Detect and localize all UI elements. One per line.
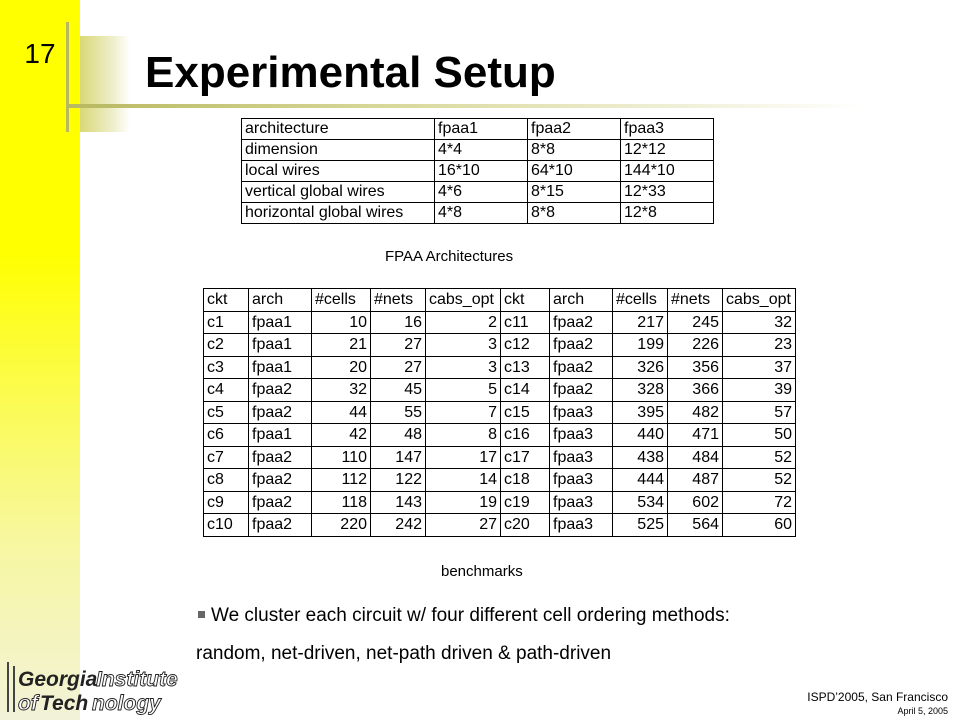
table-cell: 471 [668, 424, 723, 447]
bench-table-row [204, 514, 796, 537]
table-cell: 217 [613, 311, 668, 334]
table-cell: fpaa1 [249, 424, 312, 447]
svg-text:of: of [18, 692, 38, 715]
table-cell: c2 [204, 334, 249, 357]
bench-table-row [204, 334, 796, 357]
table-cell: c6 [204, 424, 249, 447]
table-cell: 21 [312, 334, 371, 357]
header-cell: cabs_opt [426, 289, 501, 312]
benchmark-table-caption: benchmarks [441, 563, 523, 580]
table-cell: fpaa3 [550, 469, 613, 492]
table-cell: fpaa2 [550, 379, 613, 402]
table-cell: 395 [613, 401, 668, 424]
table-cell: 356 [668, 356, 723, 379]
slide-title: Experimental Setup [145, 48, 556, 97]
table-cell: 487 [668, 469, 723, 492]
table-cell: 144*10 [621, 161, 714, 182]
bench-table-row [204, 446, 796, 469]
table-cell: 52 [723, 446, 796, 469]
table-cell: 60 [723, 514, 796, 537]
table-cell: 8 [426, 424, 501, 447]
table-cell: fpaa3 [550, 446, 613, 469]
bullet-line-1 [196, 597, 916, 635]
table-cell: 42 [312, 424, 371, 447]
table-cell: 17 [426, 446, 501, 469]
table-cell: c13 [501, 356, 550, 379]
table-cell: 8*8 [528, 140, 621, 161]
table-cell: 32 [312, 379, 371, 402]
header-cell: ckt [501, 289, 550, 312]
table-cell: 3 [426, 334, 501, 357]
arch-table-row [242, 161, 714, 182]
bullet-line-1-text: We cluster each circuit w/ four different cell ordering methods: [211, 605, 730, 626]
table-cell: 27 [371, 334, 426, 357]
table-cell: fpaa2 [249, 514, 312, 537]
arch-table-row [242, 182, 714, 203]
table-cell: 220 [312, 514, 371, 537]
header-cell: arch [550, 289, 613, 312]
table-cell: 242 [371, 514, 426, 537]
table-cell: 12*12 [621, 140, 714, 161]
table-cell: horizontal global wires [242, 203, 435, 224]
table-cell: fpaa2 [249, 446, 312, 469]
table-cell: 438 [613, 446, 668, 469]
table-cell: 122 [371, 469, 426, 492]
header-cell: #cells [312, 289, 371, 312]
table-cell: 52 [723, 469, 796, 492]
table-cell: fpaa1 [249, 334, 312, 357]
table-cell: fpaa2 [550, 334, 613, 357]
arch-table-row [242, 203, 714, 224]
table-cell: 72 [723, 491, 796, 514]
table-cell: c15 [501, 401, 550, 424]
table-cell: c19 [501, 491, 550, 514]
georgia-tech-logo-icon [4, 658, 186, 716]
table-cell: fpaa2 [550, 311, 613, 334]
table-cell: 4*6 [435, 182, 528, 203]
table-cell: fpaa2 [550, 356, 613, 379]
bench-table-row [204, 469, 796, 492]
table-cell: 57 [723, 401, 796, 424]
header-cell: #cells [613, 289, 668, 312]
table-cell: 55 [371, 401, 426, 424]
bench-table-row [204, 424, 796, 447]
table-cell: c10 [204, 514, 249, 537]
table-cell: 366 [668, 379, 723, 402]
table-cell: 16*10 [435, 161, 528, 182]
table-cell: 45 [371, 379, 426, 402]
table-cell: 3 [426, 356, 501, 379]
svg-text:nology: nology [92, 692, 161, 715]
table-cell: fpaa3 [550, 401, 613, 424]
arch-table-row [242, 140, 714, 161]
svg-text:Tech: Tech [40, 692, 89, 715]
table-cell: 32 [723, 311, 796, 334]
fpaa-architecture-table [241, 118, 714, 224]
table-cell: c5 [204, 401, 249, 424]
table-cell: 23 [723, 334, 796, 357]
benchmark-table [203, 288, 796, 537]
table-cell: 5 [426, 379, 501, 402]
bench-table-row [204, 491, 796, 514]
table-cell: 444 [613, 469, 668, 492]
table-cell: 8*15 [528, 182, 621, 203]
table-cell: fpaa3 [550, 424, 613, 447]
table-cell: 147 [371, 446, 426, 469]
table-cell: dimension [242, 140, 435, 161]
table-cell: c20 [501, 514, 550, 537]
table-cell: c9 [204, 491, 249, 514]
georgia-tech-logo [4, 658, 186, 716]
table-cell: 326 [613, 356, 668, 379]
svg-text:Georgia: Georgia [18, 668, 98, 691]
header-cell: fpaa3 [621, 119, 714, 140]
bullet-line-2: random, net-driven, net-path driven & path-driven [196, 643, 612, 664]
table-cell: 525 [613, 514, 668, 537]
table-cell: c3 [204, 356, 249, 379]
footer-conference: ISPD’2005, San Francisco [807, 690, 948, 704]
table-cell: fpaa3 [550, 514, 613, 537]
table-cell: fpaa2 [249, 491, 312, 514]
table-cell: 534 [613, 491, 668, 514]
table-cell: fpaa1 [249, 356, 312, 379]
header-cell: #nets [371, 289, 426, 312]
table-cell: 8*8 [528, 203, 621, 224]
table-cell: 482 [668, 401, 723, 424]
header-cell: arch [249, 289, 312, 312]
table-cell: c18 [501, 469, 550, 492]
table-cell: c12 [501, 334, 550, 357]
footer-date: April 5, 2005 [897, 706, 948, 716]
table-cell: fpaa1 [249, 311, 312, 334]
table-cell: 10 [312, 311, 371, 334]
table-cell: 48 [371, 424, 426, 447]
table-cell: 64*10 [528, 161, 621, 182]
bench-table-row [204, 311, 796, 334]
table-cell: 14 [426, 469, 501, 492]
table-cell: c17 [501, 446, 550, 469]
table-cell: 12*33 [621, 182, 714, 203]
table-cell: 226 [668, 334, 723, 357]
table-cell: 2 [426, 311, 501, 334]
bench-table-row [204, 401, 796, 424]
title-accent-block [80, 36, 130, 132]
table-cell: 4*8 [435, 203, 528, 224]
table-cell: c11 [501, 311, 550, 334]
table-cell: 37 [723, 356, 796, 379]
table-cell: 118 [312, 491, 371, 514]
table-cell: 27 [371, 356, 426, 379]
table-cell: c14 [501, 379, 550, 402]
table-cell: 4*4 [435, 140, 528, 161]
bench-table-header-row [204, 289, 796, 312]
table-cell: c8 [204, 469, 249, 492]
table-cell: vertical global wires [242, 182, 435, 203]
table-cell: 16 [371, 311, 426, 334]
table-cell: 484 [668, 446, 723, 469]
header-cell: #nets [668, 289, 723, 312]
bench-table-row [204, 356, 796, 379]
header-cell: cabs_opt [723, 289, 796, 312]
bench-table-row [204, 379, 796, 402]
bullet-paragraph [196, 597, 916, 673]
table-cell: c4 [204, 379, 249, 402]
table-cell: 328 [613, 379, 668, 402]
table-cell: local wires [242, 161, 435, 182]
table-cell: c16 [501, 424, 550, 447]
table-cell: 602 [668, 491, 723, 514]
table-cell: 44 [312, 401, 371, 424]
table-cell: 39 [723, 379, 796, 402]
title-underline [66, 104, 866, 108]
table-cell: 19 [426, 491, 501, 514]
table-cell: 50 [723, 424, 796, 447]
table-cell: fpaa2 [249, 401, 312, 424]
svg-text:Institute: Institute [96, 668, 178, 691]
header-cell: architecture [242, 119, 435, 140]
table-cell: 7 [426, 401, 501, 424]
table-cell: 110 [312, 446, 371, 469]
table-cell: 12*8 [621, 203, 714, 224]
table-cell: fpaa3 [550, 491, 613, 514]
architecture-table-caption: FPAA Architectures [385, 248, 514, 265]
arch-table-header-row [242, 119, 714, 140]
table-cell: fpaa2 [249, 469, 312, 492]
table-cell: fpaa2 [249, 379, 312, 402]
slide-number: 17 [24, 38, 56, 69]
table-cell: 112 [312, 469, 371, 492]
header-cell: ckt [204, 289, 249, 312]
table-cell: 20 [312, 356, 371, 379]
table-cell: c1 [204, 311, 249, 334]
title-accent-vertical-line [66, 22, 69, 132]
table-cell: 143 [371, 491, 426, 514]
table-cell: 440 [613, 424, 668, 447]
table-cell: 245 [668, 311, 723, 334]
table-cell: 27 [426, 514, 501, 537]
table-cell: c7 [204, 446, 249, 469]
table-cell: 564 [668, 514, 723, 537]
header-cell: fpaa1 [435, 119, 528, 140]
square-bullet-icon [198, 611, 205, 618]
header-cell: fpaa2 [528, 119, 621, 140]
table-cell: 199 [613, 334, 668, 357]
